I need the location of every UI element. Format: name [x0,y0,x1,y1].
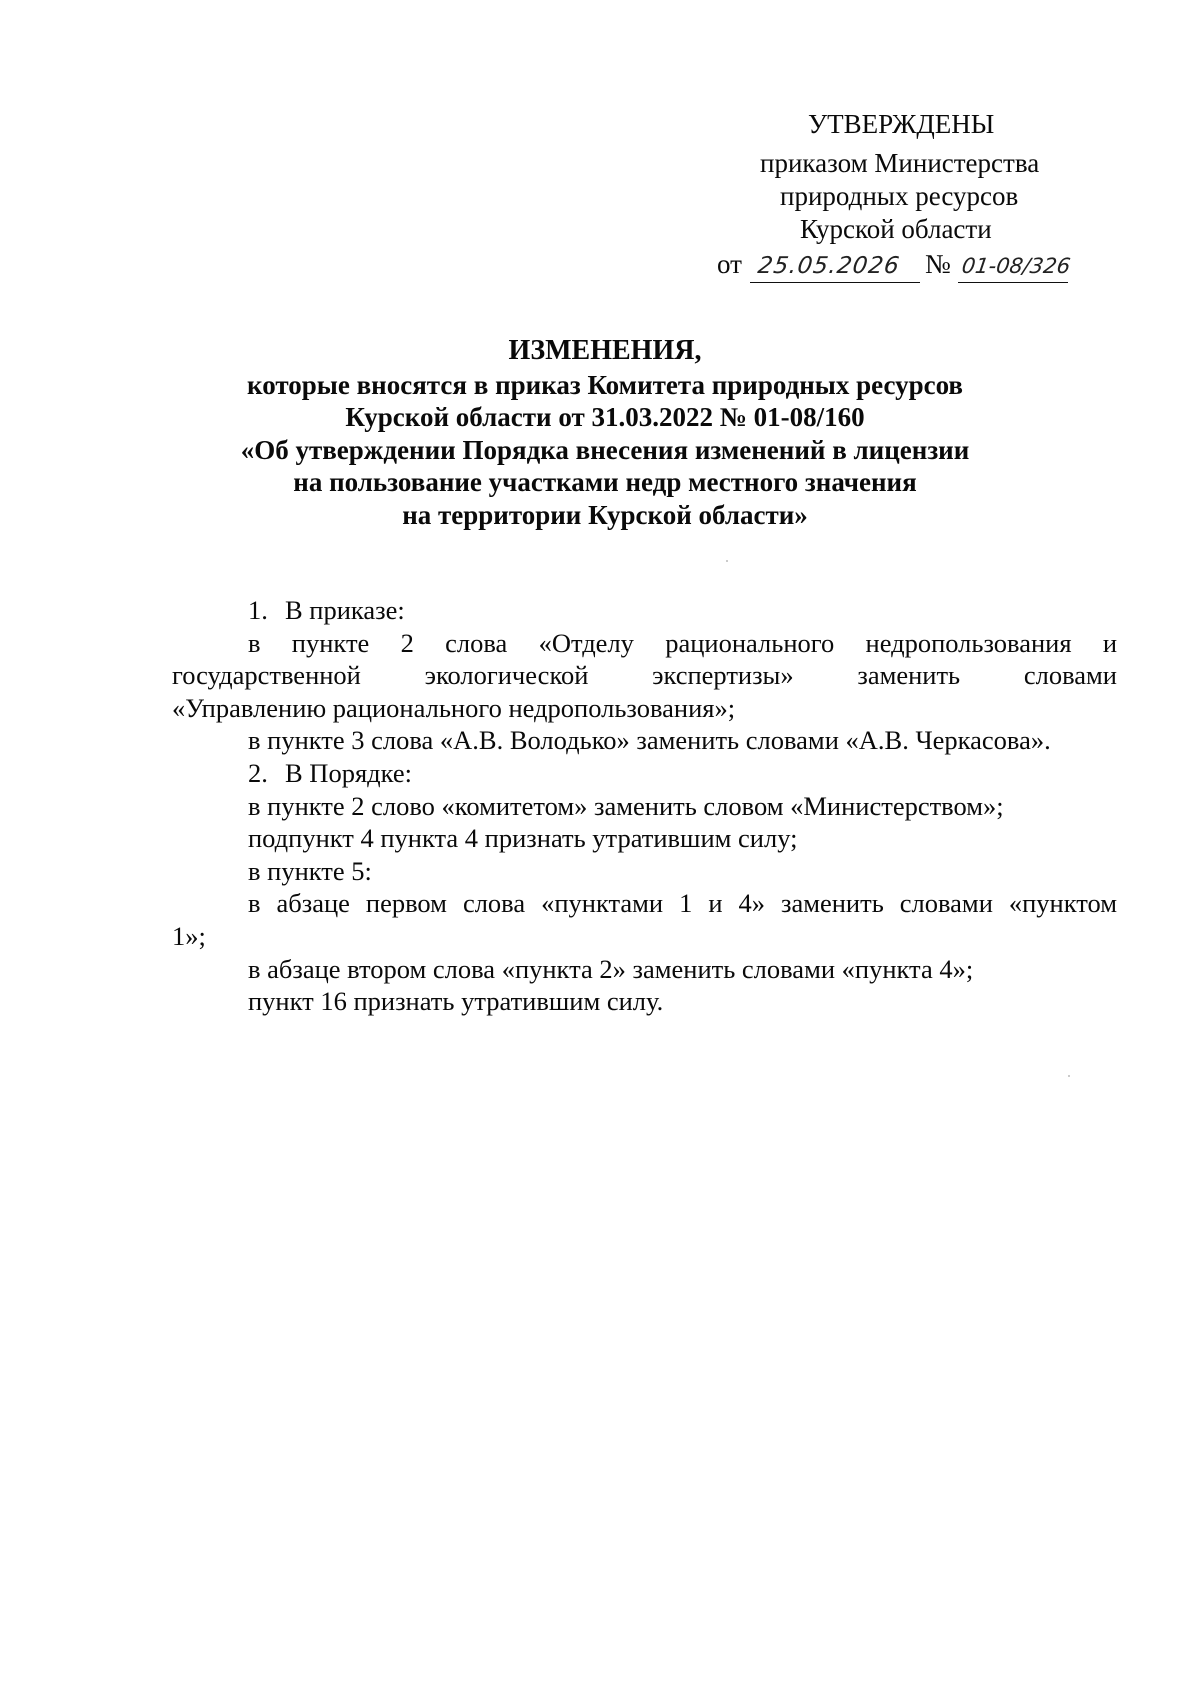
list-number: 2. [248,757,268,788]
list-text: В Порядке: [285,757,412,788]
title-line: «Об утверждении Порядка внесения изменений в лицензии [240,434,970,465]
from-label: от [717,249,742,279]
paragraph-line: 1»; [172,920,206,951]
paragraph-line: в пункте 2 слова «Отделу рационального недропользования и [248,627,1117,658]
paragraph: в пункте 2 слово «комитетом» заменить словом «Министерством»; [248,790,1004,821]
scan-artifact [1068,1075,1070,1077]
paragraph-line: «Управлению рационального недропользования»; [172,692,736,723]
approval-line-3: Курской области [800,214,992,244]
scan-artifact [726,560,728,562]
list-item-2 [172,757,1117,790]
list-item-1 [172,594,1117,627]
document-title [130,335,1080,531]
paragraph-line: в абзаце первом слова «пунктами 1 и 4» заменить словами «пунктом [248,888,1117,919]
paragraph: в пункте 3 слова «А.В. Володько» заменить словами «А.В. Черкасова». [248,725,1051,756]
number-label: № [925,249,951,279]
handwritten-number: 01-08/326 [960,254,1072,278]
paragraph-line: государственной экологической экспертизы» заменить словами [172,660,1117,691]
date-field [750,248,920,283]
approval-date-line [700,248,1140,288]
paragraph: в пункте 5: [248,855,372,886]
title-line: Курской области от 31.03.2022 № 01-08/160 [345,402,865,432]
paragraph: подпункт 4 пункта 4 признать утратившим силу; [248,823,798,854]
title-heading: ИЗМЕНЕНИЯ, [508,335,702,366]
list-text: В приказе: [285,595,405,625]
paragraph: пункт 16 признать утратившим силу. [248,986,664,1017]
number-field [958,248,1072,283]
approval-heading: УТВЕРЖДЕНЫ [808,109,995,139]
document-body [172,594,1117,1018]
paragraph: в абзаце втором слова «пункта 2» заменить словами «пункта 4»; [248,953,974,984]
list-number: 1. [248,595,268,625]
title-line: на территории Курской области» [402,499,808,530]
approval-line-2: природных ресурсов [780,181,1019,211]
approval-line-1: приказом Министерства [760,148,1040,178]
title-line: на пользование участками недр местного значения [293,467,917,497]
title-line: которые вносятся в приказ Комитета природных ресурсов [247,369,963,400]
handwritten-date: 25.05.2026 [756,253,902,279]
